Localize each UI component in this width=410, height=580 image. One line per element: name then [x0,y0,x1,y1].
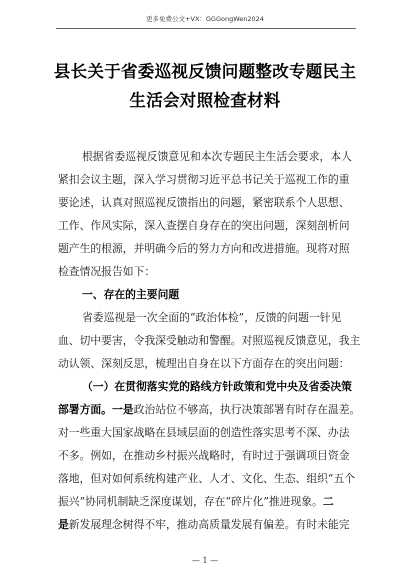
point-marker: 是 [58,518,69,531]
promo-header: 更多免费公文+VX：GGGongWen2024 [146,15,264,23]
section-para-line: 省委巡视是一次全面的“政治体检”，反馈的问题一针见 [82,311,342,324]
section-para-line: 动认领、深刻反思，梳理出自身在以下方面存在的突出问题： [58,357,350,370]
intro-line: 根据省委巡视反馈意见和本次专题民主生活会要求，本人 [82,150,352,163]
intro-line: 题产生的根源，并明确今后的努力方向和改进措施。现将对照 [58,242,350,255]
intro-line: 要论述，认真对照巡视反馈指出的问题，紧密联系个人思想、 [58,196,350,209]
header-rule [56,28,356,29]
body-line [58,495,334,509]
subsection-first-line [58,403,360,417]
point-text: 新发展理念树得不牢，推动高质量发展有偏差。有时未能完 [68,518,350,531]
page-number: — 1 — [191,556,219,565]
intro-line: 检查情况报告如下： [58,265,156,278]
subsection-heading-tail: 部署方面。 [58,403,112,416]
body-line: 落地，但对如何系统构建产业、人才、文化、生态、组织“五个 [58,472,356,485]
body-line: 不多。例如，在推动乡村振兴战略时，有时过于强调项目资金 [58,449,350,462]
point-marker: 二 [322,495,334,508]
intro-line: 紧扣会议主题，深入学习贯彻习近平总书记关于巡视工作的重 [58,173,350,186]
point-marker: 一是 [111,403,134,416]
body-line [58,518,350,532]
intro-line: 工作、作风实际，深入查摆自身存在的突出问题，深刻剖析问 [58,219,350,232]
document-title-line-1: 县长关于省委巡视反馈问题整改专题民主 [53,62,357,81]
subsection-heading: （一）在贯彻落实党的路线方针政策和党中央及省委决策 [82,380,352,393]
document-title-line-2: 生活会对照检查材料 [129,91,281,110]
body-line: 对一些重大国家战略在县域层面的创造性落实思考不深、办法 [58,426,350,439]
section-heading: 一、存在的主要问题 [82,288,180,301]
section-para-line: 血、切中要害，令我深受触动和警醒。对照巡视反馈意见，我主 [58,334,361,347]
body-line-text: 振兴”协同机制缺乏深度谋划，存在“碎片化”推进现象。 [58,495,323,508]
point-text: 政治站位不够高，执行决策部署有时存在温差。 [133,403,361,416]
